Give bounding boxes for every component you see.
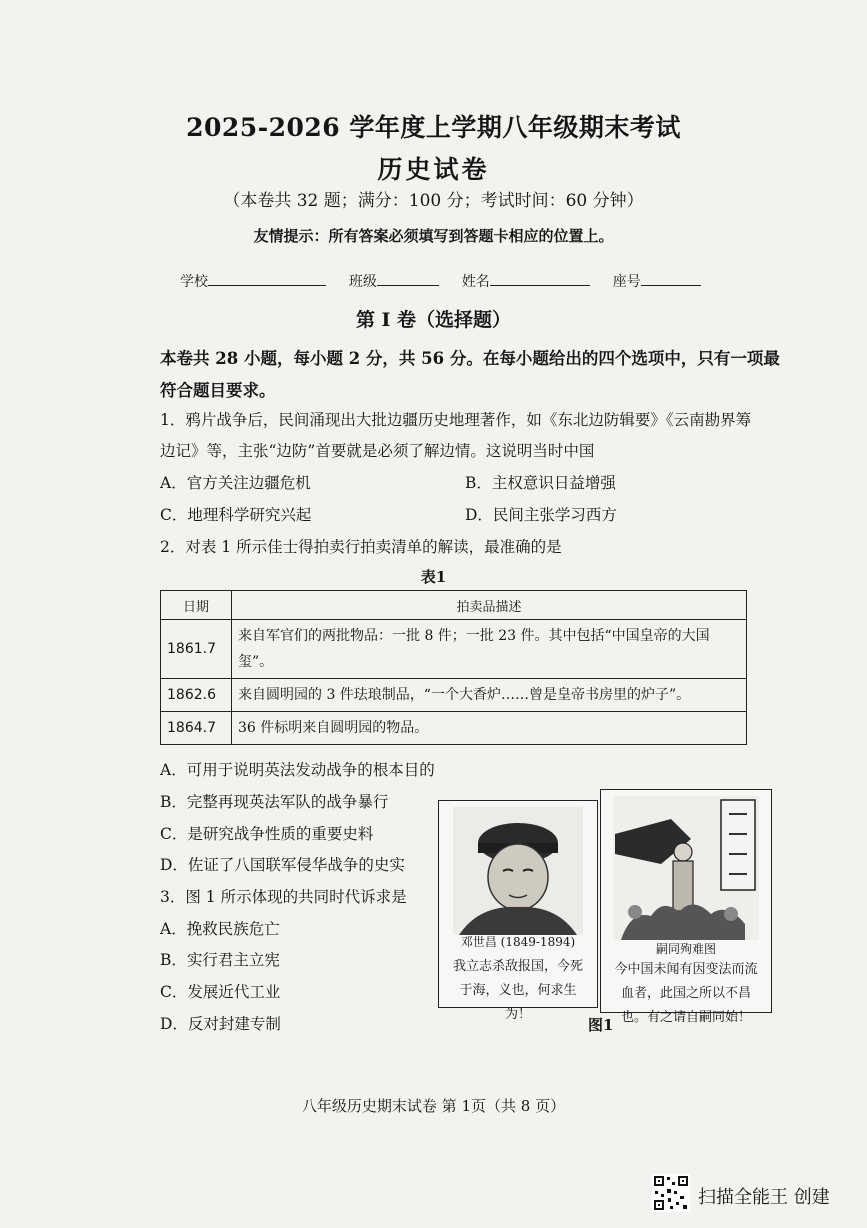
table-cell-date: 1861.7 — [161, 620, 232, 679]
q3-option-b: B．实行君主立宪 — [160, 951, 280, 969]
table-cell-desc: 36 件标明来自圆明园的物品。 — [232, 712, 747, 745]
figure-left-panel — [438, 800, 598, 1022]
section-instruction: 本卷共 28 小题，每小题 2 分，共 56 分。在每小题给出的四个选项中，只有一项最符合题目要求。 — [160, 349, 780, 400]
table-cell-date: 1864.7 — [161, 712, 232, 745]
table-row — [161, 620, 747, 679]
right-figure-caption: 嗣同殉难图 — [655, 942, 716, 956]
table-header-row — [161, 591, 747, 620]
page-footer: 八年级历史期末试卷 第 1页（共 8 页） — [301, 1097, 566, 1115]
figure-label: 图1 — [588, 1016, 614, 1034]
exam-subject: 历史试卷 — [377, 155, 490, 184]
exam-title: 2025-2026 学年度上学期八年级期末考试 — [186, 113, 681, 142]
q1-stem-line2: 边记》等，主张“边防”首要就是必须了解边情。这说明当时中国 — [160, 442, 595, 460]
table-caption: 表1 — [420, 568, 447, 586]
figure-right-panel — [600, 789, 772, 1025]
q3-option-a: A．挽救民族危亡 — [160, 920, 280, 938]
q1-option-b: B．主权意识日益增强 — [465, 474, 616, 492]
q3-stem: 3．图 1 所示体现的共同时代诉求是 — [160, 888, 407, 906]
school-blank[interactable] — [208, 271, 326, 286]
q3-option-d: D．反对封建专制 — [160, 1015, 281, 1033]
student-info-fields — [180, 271, 701, 291]
class-blank[interactable] — [377, 271, 439, 286]
table-header-date: 日期 — [161, 591, 232, 620]
left-figure-quote: 我立志杀敌报国，今死于海，义也，何求生为！ — [452, 959, 583, 1022]
table-cell-desc: 来自圆明园的 3 件珐琅制品，“一个大香炉……曾是皇帝书房里的炉子”。 — [232, 679, 747, 712]
q2-option-a: A．可用于说明英法发动战争的根本目的 — [160, 761, 435, 779]
q2-option-d: D．佐证了八国联军侵华战争的史实 — [160, 856, 405, 874]
seat-blank[interactable] — [641, 271, 701, 286]
q1-option-d: D．民间主张学习西方 — [465, 506, 617, 524]
table-header-desc: 拍卖品描述 — [232, 591, 747, 620]
q1-stem-line1: 1．鸦片战争后，民间涌现出大批边疆历史地理著作，如《东北边防辑要》《云南勘界筹 — [160, 411, 752, 429]
q2-option-b: B．完整再现英法军队的战争暴行 — [160, 793, 389, 811]
left-figure-caption: 邓世昌 (1849-1894) — [460, 935, 576, 949]
seat-label: 座号 — [612, 274, 641, 290]
tan-sitong-martyrdom-illustration — [601, 794, 771, 942]
q2-stem: 2．对表 1 所示佳士得拍卖行拍卖清单的解读，最准确的是 — [160, 538, 562, 556]
friendly-tip: 友情提示：所有答案必须填写到答题卡相应的位置上。 — [253, 227, 614, 245]
auction-table — [160, 590, 747, 745]
school-label: 学校 — [180, 274, 208, 290]
q1-option-c: C．地理科学研究兴起 — [160, 506, 312, 524]
q1-option-a: A．官方关注边疆危机 — [160, 474, 311, 492]
right-figure-quote: 今中国未闻有因变法而流血者，此国之所以不昌也。有之请自嗣同始！ — [614, 962, 758, 1025]
q3-option-c: C．发展近代工业 — [160, 983, 281, 1001]
exam-info: （本卷共 32 题；满分：100 分；考试时间：60 分钟） — [223, 191, 644, 211]
class-label: 班级 — [348, 274, 377, 290]
camscanner-watermark: 扫描全能王 创建 — [698, 1187, 830, 1208]
table-row — [161, 712, 747, 745]
table-cell-date: 1862.6 — [161, 679, 232, 712]
name-label: 姓名 — [461, 274, 490, 290]
table-row — [161, 679, 747, 712]
table-cell-desc: 来自军官们的两批物品：一批 8 件；一批 23 件。其中包括“中国皇帝的大国玺”。 — [232, 620, 747, 679]
section-title: 第 I 卷（选择题） — [355, 309, 512, 331]
name-blank[interactable] — [490, 271, 590, 286]
qr-code-icon — [652, 1174, 690, 1212]
deng-shichang-portrait — [439, 807, 597, 937]
q2-option-c: C．是研究战争性质的重要史料 — [160, 825, 374, 843]
